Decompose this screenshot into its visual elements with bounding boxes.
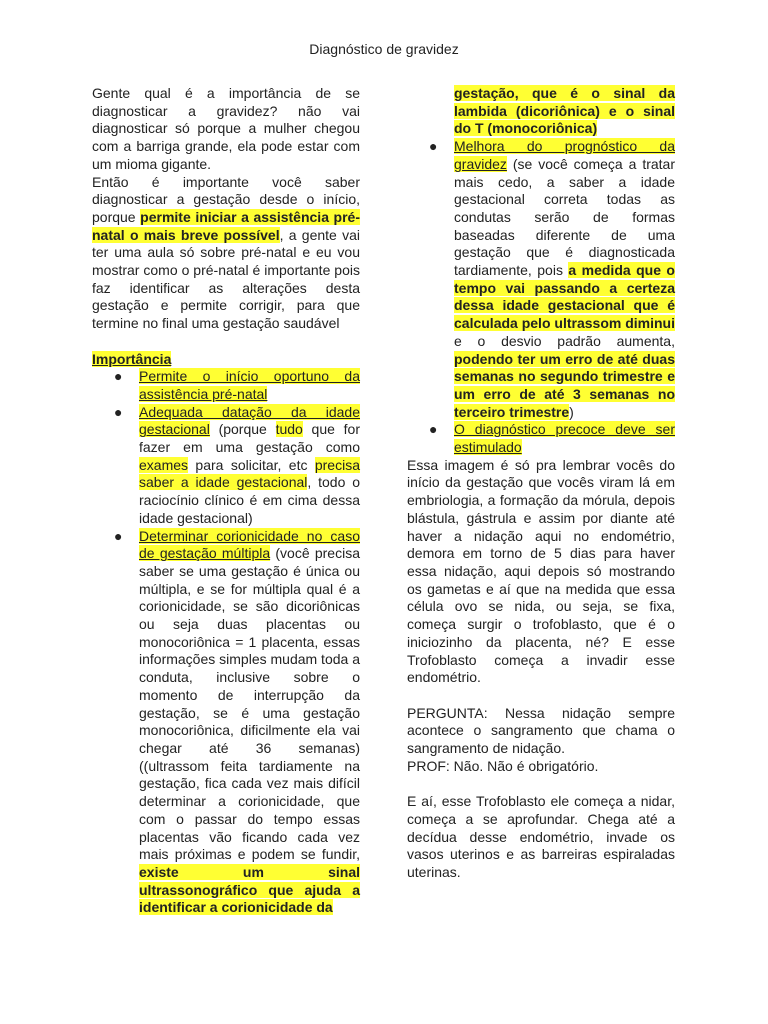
- text-run: , a gente vai ter uma aula só sobre pré-natal e eu vou mostrar como o pré-natal é importante pois faz identificar as alterações desta gestação e permite corrigir, para que termine no final uma gestação saudável: [92, 226, 360, 332]
- text-run: (você precisa saber se uma gestação é única ou múltipla, e se for múltipla qual é a corionicidade, se são dicoriônicas ou seja duas placentas ou monocoriônica = 1 placenta, essas informações simples mudam toda a conduta, inclusive sobre o momento de interrupção da gestação, se é uma gestação monocoriônica, dificilmente ela vai chegar até 36 semanas) ((ultrassom feita tardiamente na gestação, fica cada vez mais difícil determinar a corionicidade, que com o passar do tempo essas placentas vão ficando cada vez mais próximas e podem se fundir,: [139, 545, 360, 863]
- highlighted-text: Adequada datação da idade gestacional: [139, 403, 360, 438]
- bullet-item: [407, 138, 675, 421]
- bullet-continuation: [407, 85, 675, 138]
- text-run: , todo o raciocínio clínico é em cima dessa idade gestacional): [139, 474, 361, 526]
- text-run: e o desvio padrão aumenta,: [454, 332, 675, 349]
- document-title: Diagnóstico de gravidez: [309, 41, 459, 57]
- highlighted-text: podendo ter um erro de até duas semanas no segundo trimestre e um erro de até 3 semanas no terceiro trimestre: [454, 350, 675, 420]
- highlighted-text: Permite o início oportuno da assistência pré-natal: [139, 368, 360, 402]
- highlighted-text: precisa saber a idade gestacional: [139, 456, 360, 491]
- bullet-item: [92, 528, 360, 917]
- text-run: (se você começa a tratar mais cedo, a saber a idade gestacional correta todas as condutas serão de formas baseadas diferente de uma gestação que é diagnosticada tardiamente, pois: [454, 155, 675, 279]
- embryology-paragraph: Essa imagem é só pra lembrar vocês do início da gestação que vocês viram lá em embriologia, a formação da mórula, depois blástula, gástrula e assim por diante até haver a nidação aqui no endométrio, demora em torno de 5 dias para haver essa nidação, aqui depois só mostrando os gametas e aí que na medida que essa célula ovo se nida, ou seja, se fixa, começa surgir o trofoblasto, que é o iniciozinho da placenta, né? E esse Trofoblasto começa a invadir esse endométrio.: [407, 456, 675, 686]
- bullet-item: [92, 368, 360, 403]
- bullet-icon: ●: [429, 138, 438, 155]
- bullet-icon: ●: [114, 527, 123, 544]
- question-paragraph: PERGUNTA: Nessa nidação sempre acontece o sangramento que chama o sangramento de nidação.: [407, 704, 675, 756]
- highlighted-text: permite iniciar a assistência pré-natal o mais breve possível: [92, 208, 360, 243]
- spacer: [92, 333, 360, 351]
- spacer: [407, 775, 675, 793]
- bullet-icon: ●: [114, 403, 123, 420]
- left-column: [92, 85, 360, 917]
- bullet-icon: ●: [429, 421, 438, 438]
- text-run: Então é importante você saber diagnosticar a gestação desde o início, porque: [92, 173, 360, 225]
- spacer: [407, 687, 675, 705]
- text-run: ): [569, 403, 574, 420]
- intro-paragraph: Gente qual é a importância de se diagnosticar a gravidez? não vai diagnosticar só porque a mulher chegou com a barriga grande, ela pode estar com um mioma gigante.: [92, 85, 360, 172]
- answer-paragraph: PROF: Não. Não é obrigatório.: [407, 757, 599, 774]
- highlighted-text: exames: [139, 456, 189, 473]
- bullet-item: [407, 421, 675, 456]
- trophoblast-paragraph: E aí, esse Trofoblasto ele começa a nidar, começa a se aprofundar. Chega até a decídua desse endométrio, invade os vasos uterinos e as barreiras espiraladas uterinas.: [407, 793, 675, 880]
- highlighted-text: existe um sinal ultrassonográfico que ajuda a identificar a corionicidade da: [139, 863, 360, 916]
- text-run: (porque: [209, 421, 276, 438]
- highlighted-text: gestação, que é o sinal da lambida (dicoriônica) e o sinal do T (monocoriônica): [454, 85, 675, 137]
- highlighted-text: O diagnóstico precoce deve ser estimulado: [454, 421, 675, 456]
- importance-heading: Importância: [92, 350, 172, 367]
- text-run: que for fazer em uma gestação como: [139, 421, 360, 456]
- right-column: [407, 85, 675, 882]
- bullet-icon: ●: [114, 368, 123, 385]
- highlighted-text: Melhora do prognóstico da gravidez: [454, 138, 675, 172]
- highlighted-text: a medida que o tempo vai passando a certeza dessa idade gestacional que é calculada pelo ultrassom diminui: [454, 262, 675, 332]
- highlighted-text: Determinar corionicidade no caso de gestação múltipla: [139, 527, 360, 562]
- highlighted-text: tudo: [275, 421, 303, 438]
- section-heading: [92, 351, 360, 369]
- importance-paragraph: [92, 174, 360, 333]
- text-run: para solicitar, etc: [188, 456, 315, 473]
- bullet-item: [92, 404, 360, 528]
